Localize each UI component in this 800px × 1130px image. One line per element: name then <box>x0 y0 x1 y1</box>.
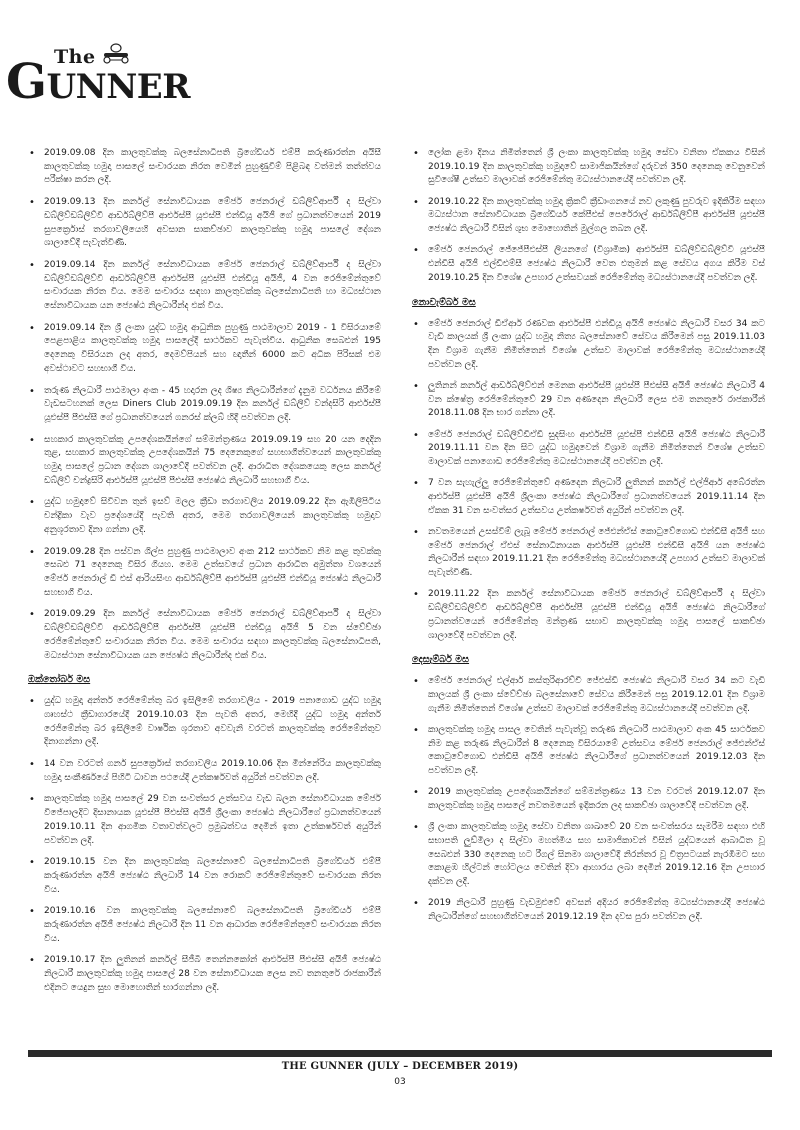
news-item: • මේජර් ජෙනරාල් ඩබ්ලිව්ඩීඒඩී සුදසිංහ ආර්එස්පී යූඑස්පී එන්ඩීසී අයිජී ජ්‍යෙෂ්ඨ නිලධාරී 2019.11.11 වන දින සිට යුද්ධ හමුදාවෙන් විශ්‍රාම ගැනීම නිමිත්තෙන් විශේෂ උත්සව මාලාවක් පනාගොඩ රෙජිමේන්තු මධ්‍යස්ථානයේදී පවත්වන ලදී. <box>413 429 765 468</box>
news-item: • ලෝක ළමා දිනය නිමිත්තෙන් ශ්‍රී ලංකා කාලතුවක්කු හමුදා සේවා වනිතා ඒකකය විසින් 2019.10.19 දින කාලතුවක්කු හමුදාවේ සාමාජිකයින්ගේ දරුවන් 350 දෙනෙකු වෙනුවෙන් සුවිශේෂී උත්සව මාලාවක් රෙජිමේන්තු මධ්‍යස්ථානයේදී පවත්වන ලදී. <box>413 148 765 186</box>
september-entries <box>28 147 381 663</box>
section-heading-december: දෙසැම්බර් මස <box>412 654 470 666</box>
october-entries <box>28 695 381 995</box>
news-item: • තරුණ නිලධාරී පාඨමාලා අංක - 45 හදාරන ලද ශිෂ්‍ය නිලධාරීන්ගේ දැනුම වර්ධනය කිරීමේ වැඩසටහනක් ලෙස Diners Club 2019.09.19 දින කර්නල් ඩබ්ලිව් වන්දසිරි ආර්එස්පී යූඑස්පී පීඑස්සී ගේ ප්‍රධානත්වයෙන් ගනරස් ක්ලබ් හිදී පවත්වන ලදී. <box>29 385 381 423</box>
news-item: • කාලතුවක්කු හමුදා පාසලේ 29 වන සංවත්සර උත්සවය වැඩ බලන සේනාවිධායක මේජර් විජේපාලදිට දිසානායක යූඑස්පී පීඑස්සී අයිජී ශ්‍රීලංකා ජ්‍යෙෂ්ඨ නිලධාරීගේ ප්‍රධානත්වයෙන් 2019.10.11 දින ආගමික වතාවත්වලට ප්‍රමුඛත්වය දෙමින් ඉතා උත්කර්ෂවත් අයුරින් පවත්වන ලදී. <box>29 794 381 846</box>
news-item: • සහකාර කාලතුවක්කු උපදේශකයින්ගේ සම්මන්ත්‍රණය 2019.09.19 සහ 20 යන දෙදින තුළ, සහකාර කාලතුවක්කු උපදේශකයින් 75 දෙනෙකුගේ සහභාගීත්වයෙන් කාලතුවක්කු හමුදා පාසලේ ප්‍රධාන දේශන ශාලාවේදී පවත්වන ලදී. ආරාධිත දේශකයෙකු ලෙස කර්නල් ඩබ්ලිව් චන්ද්‍රසිරි ආර්එස්පී යූඑස්පී පීඑස්සී ජ්‍යෙෂ්ඨ නිලධාරී සහභාගී විය. <box>29 434 381 486</box>
news-item: • 2019.09.14 දින ශ්‍රී ලංකා යුද්ධ හමුදා ආධුනික පුහුණු පාඨමාලාව 2019 - 1 විසිරයාමේ පෙළපාළිය කාලතුවක්කු හමුදා පාසලේදී සාර්ථකව පැවැත්විය. ආධුනික සෙබළුන් 195 දෙනෙකු විසිරයන ලද අතර, දෙමව්පියන් සහ ඥාතීන් 6000 කට අධික පිරිසක් එම අවස්ථාවට සහභාගී විය. <box>29 322 381 374</box>
section-heading-november: නොවැම්බර් මස <box>412 296 476 308</box>
news-item: • මේජර් ජෙනරාල් එල්ආර් කස්තුරිආරච්චි ජේඑස්ඩී ජ්‍යෙෂ්ඨ නිලධාරී වසර 34 කට වැඩි කාලයක් ශ්‍රී ලංකා ස්වේච්ඡා බලසේනාවේ සේවය කිරීමෙන් පසු 2019.12.01 දින විශ්‍රාම ගැනීම නිමිත්තෙන් විශේෂ උත්සව මාලාවක් රෙජිමේන්තු මධ්‍යස්ථානයේදී පවත්වන ලදී. <box>413 676 765 714</box>
news-item: • 14 වන වරටත් ගනර් සුපර්ක්‍රොස් තරගාවලිය 2019.10.06 දින මින්නේරිය කාලතුවක්කු හමුදා සංකීර්ණයේ පිහිටි ධාවන පථයේදී උත්කර්ෂවත් අයුරින් පවත්වන ලදී. <box>29 759 381 783</box>
footer-divider-bar <box>28 1050 772 1057</box>
news-item: • 2019.11.22 දින කර්නල් සේනාවිධායක මේජර් ජෙනරාල් ඩබ්ලිව්ආර්පී ද සිල්වා ඩබ්ලිව්ඩබ්ලිව්වී ආර්ඩබ්ලිව්පී ආර්එස්පී යූඑස්පී එන්ඩියූ අයිජී ජ්‍යෙෂ්ඨ නිලධාරීගේ ප්‍රධානත්වයෙන් රෙජිමේන්තු මන්ත්‍රණ සභාව කාලතුවක්කු හමුදා පාසලේ සාකච්ඡා ශාලාවේදී පවත්වන ලදී. <box>413 589 765 641</box>
footer-publication-title: THE GUNNER (JULY – DECEMBER 2019) <box>281 1061 519 1072</box>
masthead-logo <box>6 42 190 110</box>
news-item: • මේජර් ජෙනරාල් ඩීඒආර් රණවක ආර්එස්පී එන්ඩියූ අයිජී ජ්‍යෙෂ්ඨ නිලධාරී වසර 34 කට වැඩි කාලයක් ශ්‍රී ලංකා යුද්ධ හමුදා නිත්‍ය බලසේනාවේ සේවය කිරීමෙන් පසු 2019.11.03 දින විශ්‍රාම ගැනීම නිමිත්තෙන් විශේෂ උත්සව මාලාවක් රෙජිමේන්තු මධ්‍යස්ථානයේදී පවත්වන ලදී. <box>413 318 765 370</box>
news-item: • ශ්‍රී ලංකා කාලතුවක්කු හමුදා සේවා වනිතා ශාඛාවේ 20 වන සංවත්සරය සැමරීම සඳහා එහි සභාපති ලුඩ්මිලා ද සිල්වා මහත්මිය සහ සාමාජිකාවන් විසින් යුද්ධයෙන් ආබාධිත වූ සෙබළුන් 330 දෙනෙකු හට රීගල් සිනමා ශාලාවේදී නිරන්තර වූ චිත්‍රපටයක් නැරඹීමට සහ කොළඹ හිල්ටන් හෝටලය වෙතින් දිවා ආහාරය ලබා දෙමින් 2019.12.16 දින උපහාර දක්වන ලදී. <box>413 822 765 888</box>
news-item: • කාලතුවක්කු හමුදා පාසල වෙතින් පැවැත්වූ තරුණ නිලධාරී පාඨමාලාව අංක 45 සාර්ථකව නිම කළ තරුණ නිලධාරීන් 8 දෙනෙකු විසිරයාමේ උත්සවය මේජර් ජෙනරාල් ජේඑන්ඒස් කොටුවේගොඩ එන්ඩීසී අයිජී ජ්‍යෙෂ්ඨ නිලධාරීගේ ප්‍රධානත්වයෙන් 2019.12.03 දින පවත්වන ලදී. <box>413 724 765 777</box>
news-item: • යුද්ධ හමුදාවේ සිවිවන තුන් ඉසව් මලල ක්‍රීඩා තරගාවලිය 2019.09.22 දින ඇඹිලිපිටිය චන්ද්‍රිකා වැව ප්‍රදේශයේදී පැවති අතර, මෙම තරගාවලියෙන් කාලතුවක්කු හමුදාව අනුශූරතාව දිනා ගන්නා ලදී. <box>29 497 381 535</box>
news-item: • 2019.10.16 වන කාලතුවක්කු බලසේනාවේ බලසේනාධිපති බ්‍රිගේඩියර් එම්පී කරුණාරත්න අයිජී ජ්‍යෙෂ්ඨ නිලධාරී දින 11 වන ආධාරක රෙජිමේන්තුවේ සංචාරයක නිරත විය. <box>29 906 381 944</box>
news-item: • මේජර් ජෙනරාල් ජේජේපීඑස්පී ලියනගේ (විශ්‍රාමික) ආර්එස්පී ඩබ්ලිව්ඩබ්ලිව්වී යූඑස්පී එන්ඩීසී අයිජී එල්ඩීඑම්සී ජ්‍යෙෂ්ඨ නිලධාරී වෙත එතුමන් කළ සේවය අගය කිරීම වස් 2019.10.25 දින විශේෂ උපහාර උත්සවයක් රෙජිමේන්තු මධ්‍යස්ථානයේදී පවත්වන ලදී. <box>413 245 765 283</box>
news-item: • ලුතිනන් කර්නල් ආර්ඩබ්ලිව්එන් මෙනක ආර්එස්පී යූඑස්පී පීඑස්සී අයිජී ජ්‍යෙෂ්ඨ නිලධාරී 4 වන ක්ෂේත්‍ර රෙජිමේන්තුවේ 29 වන අණදෙන නිලධාරී ලෙස එම තනතුරේ රාජකාරීන් 2018.11.08 දින භාර ගන්නා ලදී. <box>413 380 765 419</box>
december-entries <box>412 675 765 925</box>
news-item: • 2019.09.28 දින පස්වන ශිල්ප පුහුණු පාඨමාලාව අංක 212 සාර්ථකව නිම කළ තුවක්කු සෙබළු 71 දෙනෙකු විසිර ගියහ. මෙම උත්සවයේ ප්‍රධාන ආරාධිත අමුත්තා වශයෙන් මේජර් ජෙනරාල් ඩී එස් ආරියසිංහ ආර්ඩබ්ලිව්පී ආර්එස්පී යූඑස්පී එන්ඩියූ ජ්‍යෙෂ්ඨ නිලධාරී සහභාගී විය. <box>29 546 381 598</box>
news-item: • 2019.10.22 දින කාලතුවක්කු හමුදා ක්‍රිකට් ක්‍රීඩාංගනයේ නව ලකුණු පුවරුව ඉදිකිරීම සඳහා මධ්‍යස්ථාන සේනාවිධායක බ්‍රිගේඩියර් කේපීඑස් පෙරේරාල් ආර්ඩබ්ලිව්පී ආර්එස්පී යූඑස්පී ජ්‍යෙෂ්ඨ නිලධාරී විසින් ශුභ මොහොතින් මුල්ගල තබන ලදී. <box>413 196 765 235</box>
logo-the: The <box>54 46 96 68</box>
october-entries-continued <box>412 147 765 286</box>
news-item: • නවතමයෙන් උසස්වීම් ලැබූ මේජර් ජෙනරාල් ජේඑන්ඒස් කොටුවේගොඩ එන්ඩීසී අයිජී සහ මේජර් ජෙනරාල් ඒඑස් සේනාධිනායක ආර්එස්පී යූඑස්පී එන්ඩීසී අයිජී යන ජ්‍යෙෂ්ඨ නිලධාරීන් සඳහා 2019.11.21 දින රෙජිමේන්තු මධ්‍යස්ථානයේදී උපහාර උත්සව මාලාවක් පැවැත්විණි. <box>413 527 765 579</box>
news-item: • 2019.09.13 දින කර්නල් සේනාවිධායක මේජර් ජෙනරාල් ඩබ්ලිව්ආර්පී ද සිල්වා ඩබ්ලිව්ඩබ්ලිව්වී ආර්ඩබ්ලිව්පී ආර්එස්පී යූඑස්පී එන්ඩියූ අයිජී ගේ ප්‍රධානත්වයෙන් 2019 සුපර්ක්‍රොස් තරගාවලියෙහි අවසාන සාකච්ඡාව කාලතුවක්කු හමුදා පාසලේ දේශන ශාලාවේදී පැවැත්විණි. <box>29 197 381 249</box>
news-item: • 2019.10.17 දින ලුතිනන් කර්නල් සීජීබී තෙන්නකෝන් ආර්එස්පී පීඑස්සී අයිජී ජ්‍යෙෂ්ඨ නිලධාරී කාලතුවක්කු හමුදා පාසලේ 28 වන සේනාවිධායක ලෙස නව තනතුරේ රාජකාරීන් එදිනට යෙදුන සුභ මොහොතින් භාරගන්නා ලදී. <box>29 955 381 993</box>
news-item: • 2019.09.08 දින කාලතුවක්කු බලසේනාධිපති බ්‍රිගේඩියර් එම්පී කරුණාරත්න අයිසී කාලතුවක්කු හමුදා පාසලේ සංචාරයක නිරත වෙමින් පුහුණුවීම් පිළිබඳ වත්මන් තත්ත්වය පරීක්ෂා කරන ලදී. <box>29 148 381 186</box>
logo-gunner: GUNNER <box>6 54 190 110</box>
news-item: • 2019 නිලධාරී පුහුණු වැඩමුළුවේ අවසන් අදියර රෙජිමේන්තු මධ්‍යස්ථානයේදී ජ්‍යෙෂ්ඨ නිලධාරීන්ගේ සහභාගීත්වයෙන් 2019.12.19 දින දවස පුරා පවත්වන ලදී. <box>413 898 765 923</box>
page-number: 03 <box>394 1077 406 1087</box>
november-entries <box>412 318 765 644</box>
news-item: • 2019.09.29 දින කර්නල් සේනාවිධායක මේජර් ජෙනරාල් ඩබ්ලිව්ආර්පී ද සිල්වා ඩබ්ලිව්ඩබ්ලිව්වී ආර්ඩබ්ලිව්පී ආර්එස්පී යූඑස්පී එන්ඩියූ අයිජී 5 වන ස්වේච්ඡා රෙජිමේන්තුවේ සංචාරයක නිරත විය. මෙම සංචාරය සඳහා කාලතුවක්කු බලසේනාධිපති, මධ්‍යස්ථාන සේනාවිධායක යන ජ්‍යෙෂ්ඨ නිලධාරීන්ද එක් විය. <box>29 609 381 661</box>
news-item: • යුද්ධ හමුදා අන්තර් රෙජිමේන්තු බර ඉසිලීමේ තරගාවලිය - 2019 පනාගොඩ යුද්ධ හමුදා ගෘහස්ථ ක්‍රීඩාගාරයේදී 2019.10.03 දින පැවති අතර, මෙහිදී යුද්ධ හමුදා අන්තර් රෙජිමේන්තු බර ඉසිලීමේ වාර්ෂික ශූරතාව අවවැනි වරටත් කාලතුවක්කු රෙජිමේන්තුව දිනාගන්නා ලදී. <box>29 696 381 748</box>
news-item: • 2019 කාලතුවක්කු උපදේශකයින්ගේ සම්මන්ත්‍රණය 13 වන වරටත් 2019.12.07 දින කාලතුවක්කු හමුදා පාසලේ නවතමයෙන් ඉදිකරන ලද සාකච්ඡා ශාලාවේදී පවත්වන ලදී. <box>413 787 765 812</box>
news-item: • 2019.10.15 වන දින කාලතුවක්කු බලසේනාවේ බලසේනාධිපති බ්‍රිගේඩියර් එම්පී කරුණාරත්න අයිජී ජ්‍යෙෂ්ඨ නිලධාරී 14 වන රොකට් රෙජිමේන්තුවේ සංචාරයක නිරත විය. <box>29 857 381 895</box>
section-heading-october: ඔක්තෝබර් මස <box>28 674 91 686</box>
news-item: • 7 වන සැහැල්ලු රෙජිමේන්තුවේ අණදෙන නිලධාරී ලුතිනන් කර්නල් එල්ජිආර් අබේරත්න ආර්එස්පී යූඑස්පී අයිජී ශ්‍රීලංකා ජ්‍යෙෂ්ඨ නිලධාරීගේ ප්‍රධානත්වයෙන් 2019.11.14 දින ඒකක 31 වන සංවත්සර උත්සවය උත්කර්ෂවත් අයුරින් පවත්වන ලදී. <box>413 478 765 516</box>
news-item: • 2019.09.14 දින කර්නල් සේනාවිධායක මේජර් ජෙනරාල් ඩබ්ලිව්ආර්පී ද සිල්වා ඩබ්ලිව්ඩබ්ලිව්වී ආර්ඩබ්ලිව්පී ආර්එස්පී යූඑස්පී එන්ඩියූ අයිජී, 4 වන රෙජිමේන්තුවේ සංචාරයක නිරත විය. මෙම සංචාරය සඳහා කාලතුවක්කු බලසේනාධිපති හා මධ්‍යස්ථාන සේනාවිධායක යන ජ්‍යෙෂ්ඨ නිලධාරීන්ද එක් විය. <box>29 259 381 312</box>
left-column <box>28 147 381 1004</box>
right-column <box>412 147 765 932</box>
